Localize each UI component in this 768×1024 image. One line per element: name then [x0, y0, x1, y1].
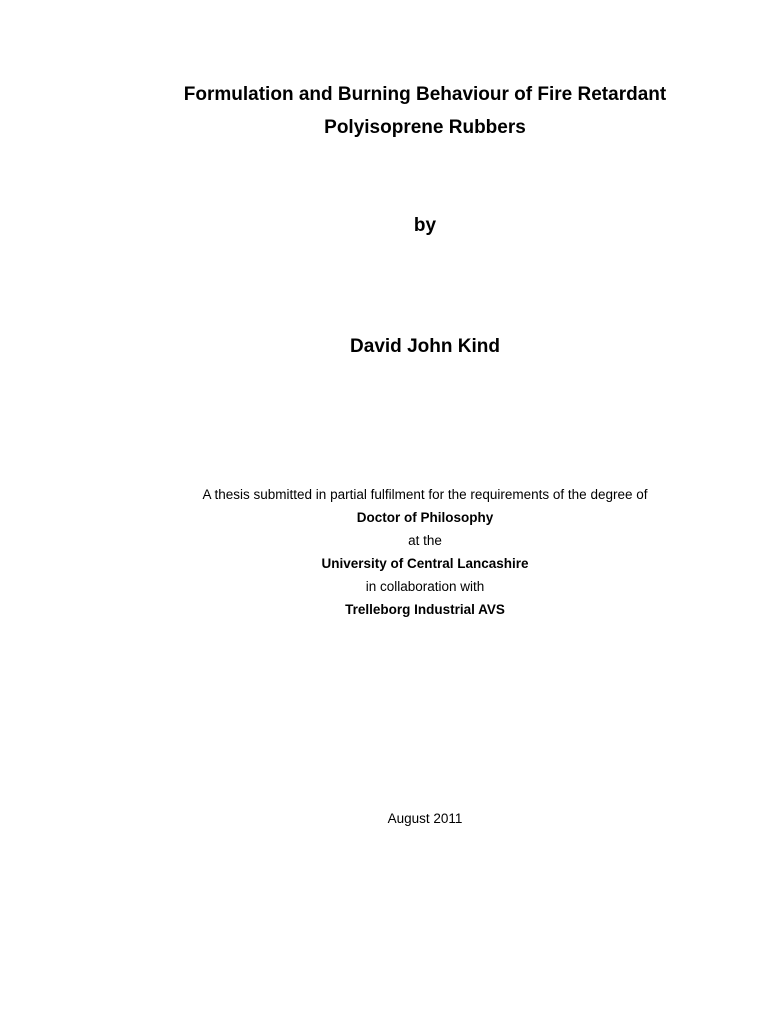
author-name: David John Kind [350, 336, 500, 357]
at-the-label: at the [408, 533, 442, 548]
submission-statement: A thesis submitted in partial fulfilment for the requirements of the degree of [202, 487, 648, 502]
degree-name: Doctor of Philosophy [356, 510, 494, 525]
thesis-title-line-2: Polyisoprene Rubbers [324, 117, 526, 138]
partner-name: Trelleborg Industrial AVS [345, 602, 505, 617]
submission-date: August 2011 [387, 811, 463, 826]
thesis-title-line-1: Formulation and Burning Behaviour of Fire Retardant [183, 84, 667, 105]
by-label: by [413, 215, 437, 236]
university-name: University of Central Lancashire [321, 556, 529, 571]
collaboration-label: in collaboration with [365, 579, 485, 594]
